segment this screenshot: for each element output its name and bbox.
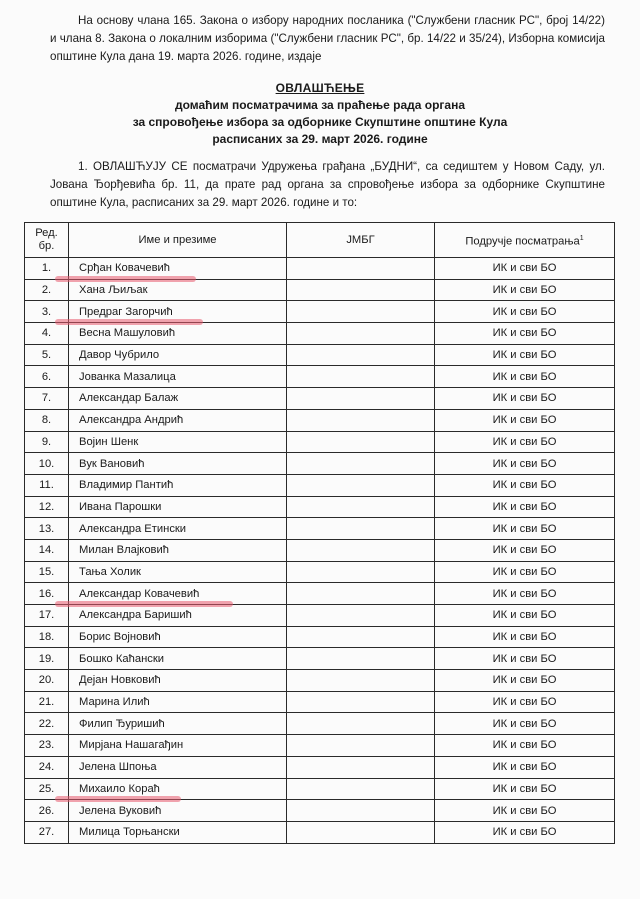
cell-name	[69, 691, 287, 713]
observer-name: Војин Шенк	[79, 435, 139, 448]
table-row	[25, 453, 615, 475]
observer-name: Срђан Ковачевић	[79, 262, 171, 275]
table-row	[25, 388, 615, 410]
cell-name	[69, 756, 287, 778]
cell-jmbg	[287, 691, 435, 713]
observers-table	[24, 222, 615, 844]
cell-area: ИК и сви БО	[435, 756, 615, 778]
observer-name: Предраг Загорчић	[79, 305, 173, 318]
table-row	[25, 431, 615, 453]
table-row	[25, 626, 615, 648]
cell-name	[69, 821, 287, 843]
cell-jmbg	[287, 605, 435, 627]
header-area	[435, 223, 615, 258]
cell-area: ИК и сви БО	[435, 735, 615, 757]
cell-name	[69, 366, 287, 388]
cell-jmbg	[287, 323, 435, 345]
observer-name: Филип Ђуришић	[79, 717, 165, 730]
cell-area: ИК и сви БО	[435, 431, 615, 453]
cell-number: 5.	[25, 344, 69, 366]
table-row	[25, 496, 615, 518]
cell-jmbg	[287, 735, 435, 757]
cell-number: 12.	[25, 496, 69, 518]
cell-area: ИК и сви БО	[435, 409, 615, 431]
observer-name: Александра Етински	[79, 522, 187, 535]
cell-jmbg	[287, 453, 435, 475]
table-row	[25, 301, 615, 323]
cell-jmbg	[287, 344, 435, 366]
cell-area: ИК и сви БО	[435, 670, 615, 692]
cell-number: 25.	[25, 778, 69, 800]
cell-jmbg	[287, 431, 435, 453]
cell-number: 8.	[25, 409, 69, 431]
cell-area: ИК и сви БО	[435, 778, 615, 800]
cell-area: ИК и сви БО	[435, 279, 615, 301]
cell-area: ИК и сви БО	[435, 583, 615, 605]
cell-name	[69, 344, 287, 366]
table-row	[25, 583, 615, 605]
cell-number: 10.	[25, 453, 69, 475]
cell-name	[69, 800, 287, 822]
cell-area: ИК и сви БО	[435, 626, 615, 648]
table-row	[25, 518, 615, 540]
cell-area: ИК и сви БО	[435, 496, 615, 518]
cell-number: 17.	[25, 605, 69, 627]
table-row	[25, 366, 615, 388]
cell-name	[69, 583, 287, 605]
cell-area: ИК и сви БО	[435, 301, 615, 323]
table-row	[25, 474, 615, 496]
cell-number: 22.	[25, 713, 69, 735]
table-body	[25, 258, 615, 844]
cell-jmbg	[287, 821, 435, 843]
cell-jmbg	[287, 258, 435, 280]
cell-area: ИК и сви БО	[435, 323, 615, 345]
observer-name: Александар Балаж	[79, 392, 179, 405]
table-row	[25, 344, 615, 366]
cell-number: 14.	[25, 539, 69, 561]
intro-paragraph	[50, 12, 605, 66]
table-row	[25, 561, 615, 583]
cell-jmbg	[287, 756, 435, 778]
cell-jmbg	[287, 670, 435, 692]
table-row	[25, 409, 615, 431]
cell-number: 27.	[25, 821, 69, 843]
cell-name	[69, 670, 287, 692]
cell-area: ИК и сви БО	[435, 518, 615, 540]
observer-name: Хана Љиљак	[79, 284, 148, 297]
intro-text: На основу члана 165. Закона о избору народних посланика ("Службени гласник РС", број 14/22) и члана 8. Закона о локалним изборима ("Службени гласник РС", бр. 14/22 и 35/24), Изборна комисија општине Кула дана 19. марта 2026. године, издаје	[50, 14, 605, 63]
cell-jmbg	[287, 366, 435, 388]
observers-table-wrap	[24, 222, 614, 844]
cell-name	[69, 431, 287, 453]
cell-name	[69, 518, 287, 540]
cell-number: 13.	[25, 518, 69, 540]
observer-name: Ивана Парошки	[79, 500, 162, 513]
observer-name: Марина Илић	[79, 696, 150, 709]
table-row	[25, 756, 615, 778]
cell-number: 1.	[25, 258, 69, 280]
observer-name: Вук Вановић	[79, 457, 145, 470]
cell-name	[69, 496, 287, 518]
observer-name: Тања Холик	[79, 565, 141, 578]
cell-area: ИК и сви БО	[435, 474, 615, 496]
observer-name: Јелена Вуковић	[79, 804, 162, 817]
cell-name	[69, 539, 287, 561]
cell-number: 23.	[25, 735, 69, 757]
cell-number: 20.	[25, 670, 69, 692]
cell-number: 26.	[25, 800, 69, 822]
cell-jmbg	[287, 279, 435, 301]
cell-area: ИК и сви БО	[435, 453, 615, 475]
cell-number: 2.	[25, 279, 69, 301]
table-row	[25, 605, 615, 627]
header-area-footnote: 1	[579, 234, 584, 242]
cell-jmbg	[287, 539, 435, 561]
cell-number: 15.	[25, 561, 69, 583]
heading-line-3: за спровођење избора за одборнике Скупштине општине Кула	[132, 115, 508, 129]
cell-name	[69, 409, 287, 431]
cell-area: ИК и сви БО	[435, 344, 615, 366]
cell-jmbg	[287, 800, 435, 822]
cell-name	[69, 561, 287, 583]
cell-jmbg	[287, 301, 435, 323]
cell-jmbg	[287, 409, 435, 431]
cell-area: ИК и сви БО	[435, 561, 615, 583]
cell-name	[69, 388, 287, 410]
table-row	[25, 258, 615, 280]
observer-name: Борис Војновић	[79, 631, 161, 644]
observer-name: Јованка Мазалица	[79, 370, 176, 383]
cell-number: 4.	[25, 323, 69, 345]
table-row	[25, 279, 615, 301]
authorization-paragraph	[50, 158, 605, 212]
cell-jmbg	[287, 583, 435, 605]
table-row	[25, 821, 615, 843]
document-heading	[40, 80, 600, 148]
cell-name	[69, 713, 287, 735]
cell-number: 24.	[25, 756, 69, 778]
cell-name	[69, 301, 287, 323]
observer-name: Дејан Новковић	[79, 674, 161, 687]
table-row	[25, 713, 615, 735]
cell-jmbg	[287, 474, 435, 496]
cell-name	[69, 453, 287, 475]
observer-name: Весна Машуловић	[79, 327, 176, 340]
cell-name	[69, 605, 287, 627]
observer-name: Милан Влајковић	[79, 544, 169, 557]
cell-jmbg	[287, 388, 435, 410]
cell-number: 18.	[25, 626, 69, 648]
observer-name: Јелена Шпоња	[79, 761, 157, 774]
header-number	[25, 223, 69, 258]
cell-number: 3.	[25, 301, 69, 323]
cell-number: 11.	[25, 474, 69, 496]
cell-area: ИК и сви БО	[435, 800, 615, 822]
table-row	[25, 648, 615, 670]
cell-name	[69, 258, 287, 280]
cell-number: 19.	[25, 648, 69, 670]
cell-name	[69, 778, 287, 800]
cell-number: 9.	[25, 431, 69, 453]
table-row	[25, 778, 615, 800]
cell-jmbg	[287, 626, 435, 648]
authorization-text: 1. ОВЛАШЋУЈУ СЕ посматрачи Удружења грађана „БУДНИ“, са седиштем у Новом Саду, ул. Јована Ђорђевића бр. 11, да прате рад органа за спровођење избора за одборнике Скупштине општине Кула, расписаних за 29. март 2026. године и то:	[50, 160, 605, 209]
cell-name	[69, 474, 287, 496]
table-row	[25, 539, 615, 561]
observer-name: Владимир Пантић	[79, 479, 174, 492]
header-name: Име и презиме	[69, 223, 287, 258]
cell-jmbg	[287, 561, 435, 583]
cell-name	[69, 626, 287, 648]
header-jmbg: ЈМБГ	[287, 223, 435, 258]
observer-name: Александар Ковачевић	[79, 587, 200, 600]
table-row	[25, 323, 615, 345]
table-row	[25, 800, 615, 822]
cell-jmbg	[287, 518, 435, 540]
cell-area: ИК и сви БО	[435, 821, 615, 843]
table-header-row	[25, 223, 615, 258]
observer-name: Александра Андрић	[79, 414, 184, 427]
header-area-label: Подручје посматрања	[465, 235, 580, 248]
cell-name	[69, 735, 287, 757]
cell-name	[69, 648, 287, 670]
cell-number: 7.	[25, 388, 69, 410]
cell-jmbg	[287, 648, 435, 670]
cell-area: ИК и сви БО	[435, 713, 615, 735]
observer-name: Давор Чубрило	[79, 349, 160, 362]
cell-number: 6.	[25, 366, 69, 388]
heading-line-4: расписаних за 29. март 2026. године	[212, 132, 428, 146]
cell-number: 16.	[25, 583, 69, 605]
table-row	[25, 670, 615, 692]
cell-area: ИК и сви БО	[435, 605, 615, 627]
cell-area: ИК и сви БО	[435, 366, 615, 388]
observer-name: Милица Торњански	[79, 826, 180, 839]
cell-area: ИК и сви БО	[435, 691, 615, 713]
table-row	[25, 691, 615, 713]
cell-number: 21.	[25, 691, 69, 713]
observer-name: Бошко Каћански	[79, 652, 164, 665]
cell-jmbg	[287, 778, 435, 800]
observer-name: Михаило Кораћ	[79, 782, 160, 795]
table-row	[25, 735, 615, 757]
cell-area: ИК и сви БО	[435, 539, 615, 561]
observer-name: Мирјана Нашагађин	[79, 739, 184, 752]
observer-name: Александра Баришић	[79, 609, 192, 622]
heading-title: ОВЛАШЋЕЊЕ	[275, 81, 365, 95]
cell-name	[69, 323, 287, 345]
heading-line-2: домаћим посматрачима за праћење рада органа	[174, 98, 466, 112]
cell-area: ИК и сви БО	[435, 648, 615, 670]
cell-jmbg	[287, 496, 435, 518]
cell-name	[69, 279, 287, 301]
cell-jmbg	[287, 713, 435, 735]
cell-area: ИК и сви БО	[435, 388, 615, 410]
cell-area: ИК и сви БО	[435, 258, 615, 280]
header-number-line1: Ред.	[35, 227, 58, 239]
header-number-line2: бр.	[38, 240, 55, 252]
